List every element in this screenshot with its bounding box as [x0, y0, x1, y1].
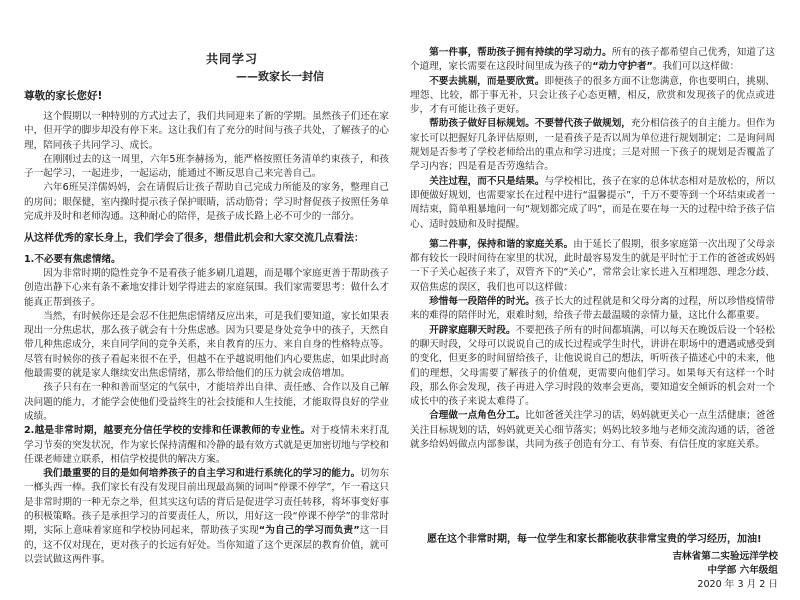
closing-line: 愿在这个非常时期，每一位学生和家长都能收获非常宝贵的学习经历，加油! [427, 534, 762, 545]
section-lead: 从这样优秀的家长身上，我们学会了很多，想借此机会和大家交流几点看法： [24, 233, 364, 245]
subheading: 开辟家庭聊天时段。 [429, 324, 516, 336]
paragraph [410, 409, 775, 452]
signature-dept: 中学部 六年级组 [707, 565, 778, 576]
paragraph-text: 与学校相比，孩子在家的总体状态相对是放松的，所以即便做好规划，也需要家长在过程中进行“温馨提示”，千万不要等到一个环结束或者一周结束，简单粗暴地问一句“规划都完成了吗”，而是在要在每一天的过程中给予孩子信心、适时鼓励和及时提醒。 [410, 175, 776, 230]
section-heading: 1.不必要有焦虑情绪。 [24, 253, 121, 265]
subheading: 珍惜每一段陪伴的时光。 [429, 296, 535, 308]
letter-subtitle: ——致家长一封信 [236, 70, 324, 83]
signature-school: 吉林省第二实验远洋学校 [672, 551, 778, 562]
paragraph [24, 467, 389, 567]
paragraph [410, 295, 775, 324]
paragraph-text: 即便孩子的很多方面不让您满意，你也要明白，挑剔、埋怨、比较，都于事无补，只会让孩子心态更糟，相反，欣赏和发现孩子的优点或进步，才有可能让孩子更好。 [410, 75, 776, 116]
paragraph-text: 。我们可以这样做： [652, 61, 740, 73]
emphasis: 我们最重要的目的是如何培养孩子的自主学习和进行系统化的学习的能力。 [43, 468, 361, 480]
paragraph-text: 不要把孩子所有的时间都填满，可以每天在晚饭后设一个轻松的聊天时段，父母可以说说自己的成长过程或学生时代，讲讲在职场中的遭遇或感受到的变化，但更多的时间留给孩子，让他说说自己的想法，听听孩子描述心中的未来，他们的理想，父母需要了解孩子的价值观，更需要向他们学习。如果每天有这样一个时段，那么你会发现，孩子再进入学习时段的效率会更高，要知道安全倾诉的机会对一个成长中的孩子来说太难得了。 [410, 324, 776, 408]
left-column [24, 110, 389, 567]
paragraph: 因为非常时期的隐性竞争不是看孩子能多刷几道题，而是哪个家庭更善于帮助孩子创造出静下心来有条不紊地安排计划学得进去的家庭氛围。我们家需要思考：做什么才能真正帮到孩子。 [24, 267, 389, 308]
paragraph-text: 这一目的，这不仅对现在，更对孩子的长远有好处。当你知道了这个更深层的教育价值，就可以尝试做这两件事。 [24, 525, 390, 565]
paragraph: 六年6班吴洋儒妈妈，会在请假后让孩子帮助自己完成力所能及的家务，整理自己的房间；眼保健，室内操时提示孩子保护眼睛，活动筋骨；学习时督促孩子按照任务单完成并及时和老师沟通。这种耐心的陪伴，是孩子成长路上必不可少的一部分。 [24, 182, 389, 223]
signature-date: 2020 年 3 月 2 日 [697, 579, 778, 590]
paragraph [410, 324, 775, 410]
emphasis: “为自己的学习而负责” [258, 525, 360, 537]
section-heading: 第二件事，保持和谐的家庭关系。 [429, 238, 574, 250]
letter-title: 共同学习 [206, 52, 259, 66]
paragraph-text: 比如爸爸关注学习的话，妈妈就更关心一点生活健康；爸爸关注目标规划的话，妈妈就更关心细节落实；妈妈比较多地与老师交流沟通的话，爸爸就多给妈妈做点内部参谋，共同为孩子创造有分工、有节奏、有信任度的家庭关系。 [410, 410, 775, 451]
emphasis: “动力守护者” [592, 61, 653, 73]
paragraph-text: 对于疫情未来打乱学习节奏的突发状况，作为家长保持清醒和冷静的最有效方式就是更加密切地与学校和任课老师建立联系，相信学校提供的解决方案。 [24, 425, 389, 465]
subheading: 关注过程，而不只是结果。 [429, 175, 545, 187]
paragraph: 当然，有时候你还是会忍不住把焦虑情绪反应出来，可是我们要知道，家长如果表现出一分焦虑状，那么孩子就会有十分焦虑感。因为只要是身处竞争中的孩子，天然自带几种焦虑成分，来自同学间的竞争关系，来自教育的压力、来自自身的性格特点等。尽管有时候你的孩子看起来很不在乎，但越不在乎越说明他们内心要焦虑，如果此时高他最需要的就是家人继续安出焦虑情绪，那么带给他们的压力就会成倍增加。 [24, 310, 389, 380]
paragraph [410, 117, 775, 174]
paragraph-text: 充分相信孩子的自主能力。但作为家长可以把握好几条评估原则，一是看孩子是否以周为单位进行规划制定；二是询问周规划是否参考了学校老师给出的重点和学习进度；三是对照一下孩子的规划是否覆盖了学习内容；四是看是否劳逸结合。 [410, 118, 776, 173]
paragraph [410, 175, 775, 232]
paragraph-text: 切勿东一榔头西一棒。我们家长有没有发现目前出现最高频的词叫“停课不停学”，乍一看这只是非常时期的一种无奈之举，但其实这句话的背后是促进学习责任转移，将坏事变好事的积极策略。孩子是承担学习的首要责任人，所以，用好这一段“停课不停学”的非常时期，实际上意味着家庭和学校协同起来，帮助孩子实现 [24, 468, 390, 537]
paragraph-text: 由于延长了假期，很多家庭第一次出现了父母亲都有较长一段时间待在家里的状况，此时最容易发生的就是平时忙于工作的爸爸或妈妈一下子关心起孩子来了，双管齐下的“关心”，常常会让家长进入互相埋怨、理念分歧、双倍焦虑的误区，我们也可以这样做： [410, 238, 775, 293]
subheading: 合理做一点角色分工。 [429, 410, 526, 422]
right-column [410, 46, 775, 452]
subheading: 帮助孩子做好目标规划。不要替代孩子做规划， [429, 118, 631, 130]
paragraph: 这个假期以一种特别的方式过去了，我们共同迎来了新的学期。虽然孩子们还在家中，但开学的脚步却没有停下来。这让我们有了充分的时间与孩子共处，了解孩子的心理，陪同孩子共同学习、成长。 [24, 111, 389, 151]
paragraph [410, 75, 775, 118]
paragraph [410, 238, 775, 295]
paragraph-text: 孩子长大的过程就是和父母分离的过程，所以珍惜疫情带来的难得的陪伴时光，艰难时刻，给孩子带去最温暖的亲情力量，这比什么都重要。 [410, 296, 776, 322]
paragraph: 在刚刚过去的这一周里，六年5班李赫扬为，能严格按照任务清单约束孩子，和孩子一起学习，一起进步，一起运动，能通过不断反思自己来完善自己。 [24, 153, 389, 180]
subheading: 不要去挑剔，而是要欣赏。 [429, 75, 545, 87]
section-heading: 2.越是非常时期，越要充分信任学校的安排和任课教师的专业性。 [24, 425, 311, 437]
paragraph [410, 46, 775, 75]
paragraph: 孩子只有在一种和善而坚定的气氛中，才能培养出自律、责任感、合作以及自己解决问题的能力，才能学会使他们受益终生的社会技能和人生技能，才能取得良好的学业成绩。 [24, 382, 389, 422]
paragraph [24, 424, 389, 467]
greeting: 尊敬的家长您好! [24, 90, 103, 102]
paragraph-text: 所有的孩子都希望自己优秀，知道了这个道理，家长需要在这段时间里成为孩子的 [410, 47, 776, 73]
section-heading: 第一件事，帮助孩子拥有持续的学习动力。 [429, 47, 612, 58]
